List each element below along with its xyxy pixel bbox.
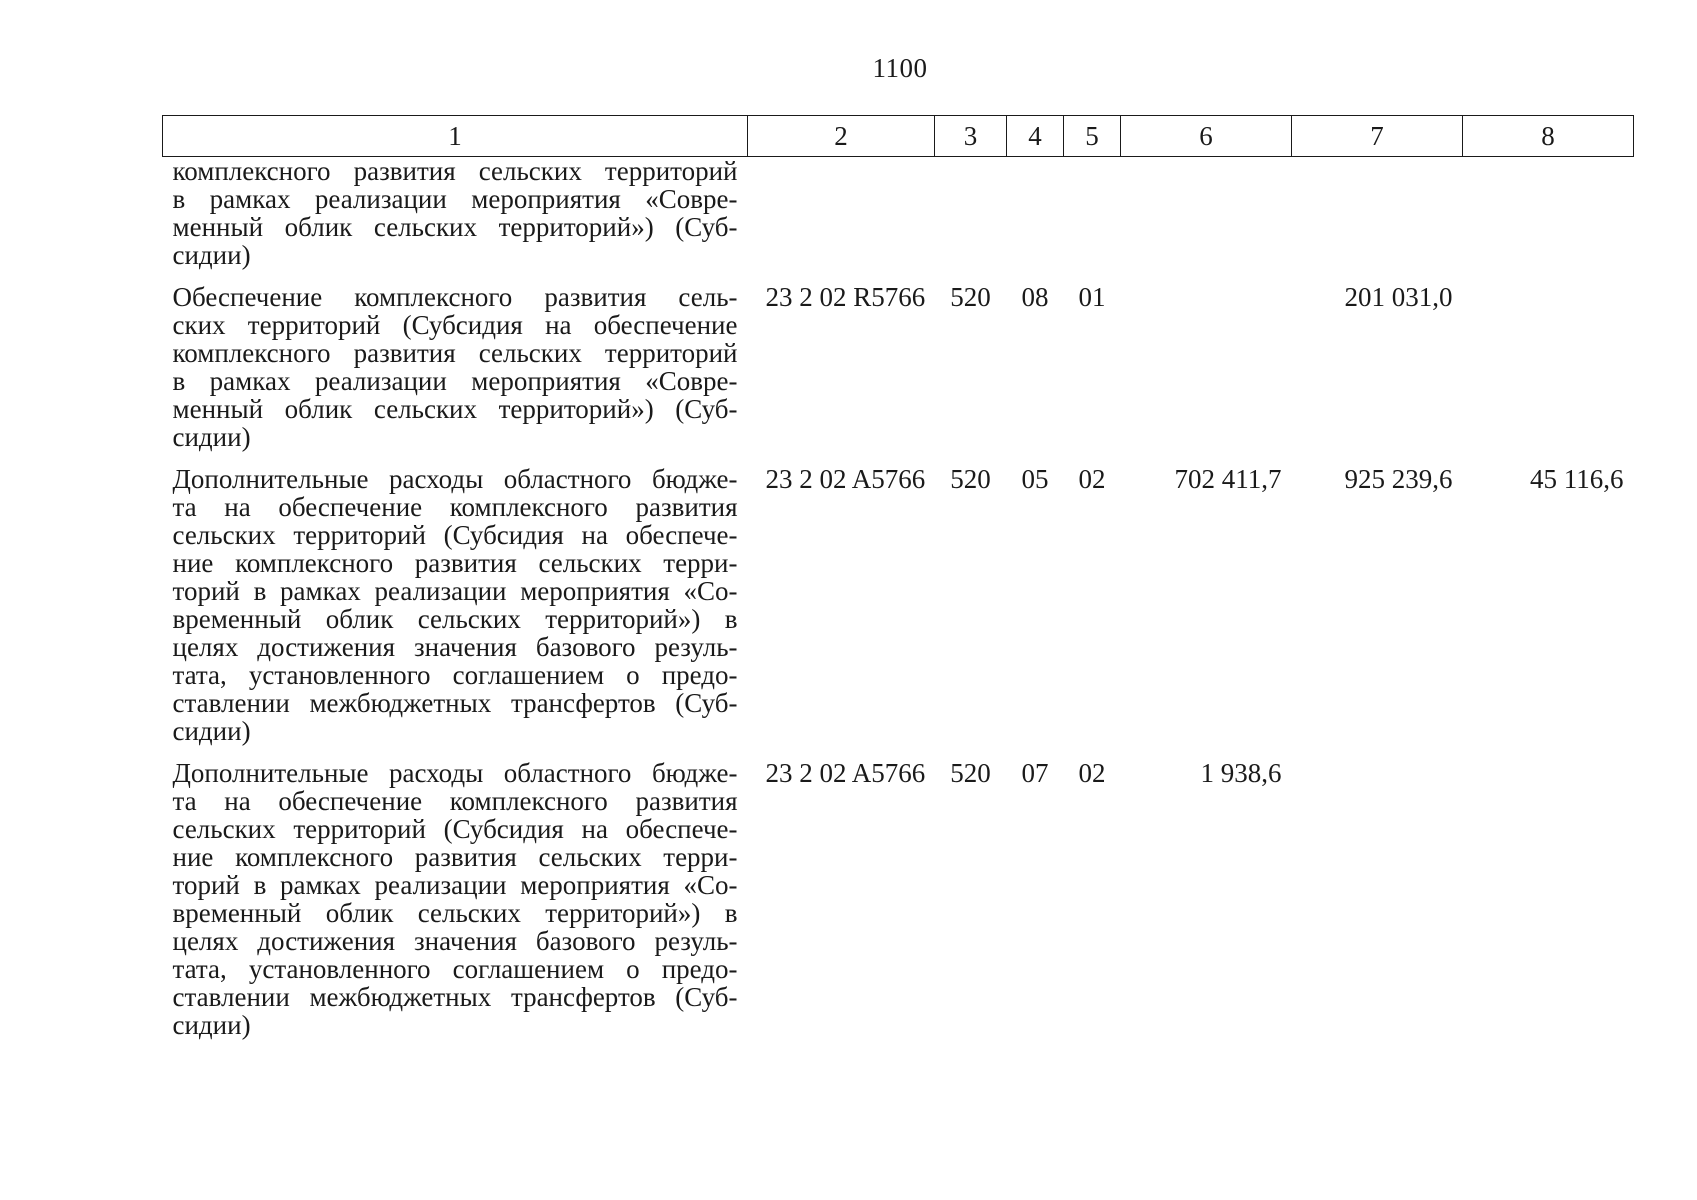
row-expense-type: 520 xyxy=(950,464,991,494)
row-section: 08 xyxy=(1021,282,1049,312)
row-amount-col-8 xyxy=(1463,745,1634,1039)
description-line: целях достижения значения базового резуль- xyxy=(172,632,738,662)
description-line: временный облик сельских территорий») в xyxy=(172,604,738,634)
header-col-8: 8 xyxy=(1463,116,1634,157)
description-line: сидии) xyxy=(172,422,251,452)
description-line: ставлении межбюджетных трансфертов (Суб- xyxy=(172,688,738,718)
description-line: ние комплексного развития сельских терри- xyxy=(172,842,738,872)
description-line: в рамках реализации мероприятия «Совре- xyxy=(172,184,738,214)
description-line: сидии) xyxy=(172,716,251,746)
header-col-6: 6 xyxy=(1121,116,1292,157)
table-row xyxy=(163,451,1634,745)
description-line: менный облик сельских территорий») (Суб- xyxy=(172,212,738,242)
description-line: ставлении межбюджетных трансфертов (Суб- xyxy=(172,982,738,1012)
row-description xyxy=(163,157,748,270)
row-description xyxy=(163,451,748,745)
page-number: 1100 xyxy=(872,53,928,83)
description-line: временный облик сельских территорий») в xyxy=(172,898,738,928)
row-amount-col-8 xyxy=(1463,269,1634,451)
description-line: та на обеспечение комплексного развития xyxy=(172,492,738,522)
row-section: 07 xyxy=(1021,758,1049,788)
row-budget-code: 23 2 02 A5766 xyxy=(765,758,926,788)
row-amount-col-8 xyxy=(1463,157,1634,270)
row-description xyxy=(163,269,748,451)
header-col-3: 3 xyxy=(935,116,1007,157)
header-col-2: 2 xyxy=(748,116,935,157)
row-amount-col-7 xyxy=(1292,157,1463,270)
row-amount-col-7: 201 031,0 xyxy=(1344,282,1453,312)
row-subsection: 02 xyxy=(1078,758,1106,788)
row-amount-col-6: 702 411,7 xyxy=(1174,464,1282,494)
row-description xyxy=(163,745,748,1039)
table-row xyxy=(163,745,1634,1039)
header-col-1: 1 xyxy=(163,116,748,157)
description-line: целях достижения значения базового резуль- xyxy=(172,926,738,956)
description-line: Дополнительные расходы областного бюдже- xyxy=(172,464,738,494)
row-expense-type: 520 xyxy=(950,282,991,312)
description-line: сидии) xyxy=(172,1010,251,1040)
description-line: комплексного развития сельских территорий xyxy=(172,338,738,368)
row-amount-col-8: 45 116,6 xyxy=(1530,464,1624,494)
description-line: ние комплексного развития сельских терри- xyxy=(172,548,738,578)
row-budget-code xyxy=(748,157,935,270)
row-amount-col-7 xyxy=(1292,745,1463,1039)
row-section xyxy=(1007,157,1064,270)
row-subsection: 01 xyxy=(1078,282,1106,312)
row-amount-col-6 xyxy=(1121,157,1292,270)
row-section: 05 xyxy=(1021,464,1049,494)
row-budget-code: 23 2 02 A5766 xyxy=(765,464,926,494)
budget-table xyxy=(162,115,1634,1039)
row-amount-col-6: 1 938,6 xyxy=(1200,758,1282,788)
header-col-5: 5 xyxy=(1064,116,1121,157)
description-line: сельских территорий (Субсидия на обеспече- xyxy=(172,520,738,550)
row-budget-code: 23 2 02 R5766 xyxy=(765,282,926,312)
description-line: сидии) xyxy=(172,240,251,270)
row-expense-type: 520 xyxy=(950,758,991,788)
row-amount-col-6 xyxy=(1121,269,1292,451)
table-row xyxy=(163,157,1634,270)
table-row xyxy=(163,269,1634,451)
header-col-4: 4 xyxy=(1007,116,1064,157)
description-line: менный облик сельских территорий») (Суб- xyxy=(172,394,738,424)
header-col-7: 7 xyxy=(1292,116,1463,157)
description-line: тата, установленного соглашением о предо- xyxy=(172,660,738,690)
description-line: Обеспечение комплексного развития сель- xyxy=(172,282,738,312)
table-body xyxy=(163,157,1634,1040)
description-line: комплексного развития сельских территорий xyxy=(172,156,738,186)
description-line: торий в рамках реализации мероприятия «Со- xyxy=(172,870,738,900)
description-line: ских территорий (Субсидия на обеспечение xyxy=(172,310,738,340)
row-expense-type xyxy=(935,157,1007,270)
description-line: торий в рамках реализации мероприятия «Со- xyxy=(172,576,738,606)
description-line: в рамках реализации мероприятия «Совре- xyxy=(172,366,738,396)
description-line: Дополнительные расходы областного бюдже- xyxy=(172,758,738,788)
row-subsection xyxy=(1064,157,1121,270)
description-line: сельских территорий (Субсидия на обеспече- xyxy=(172,814,738,844)
description-line: та на обеспечение комплексного развития xyxy=(172,786,738,816)
table-header-row xyxy=(163,116,1634,157)
description-line: тата, установленного соглашением о предо- xyxy=(172,954,738,984)
row-amount-col-7: 925 239,6 xyxy=(1344,464,1453,494)
row-subsection: 02 xyxy=(1078,464,1106,494)
